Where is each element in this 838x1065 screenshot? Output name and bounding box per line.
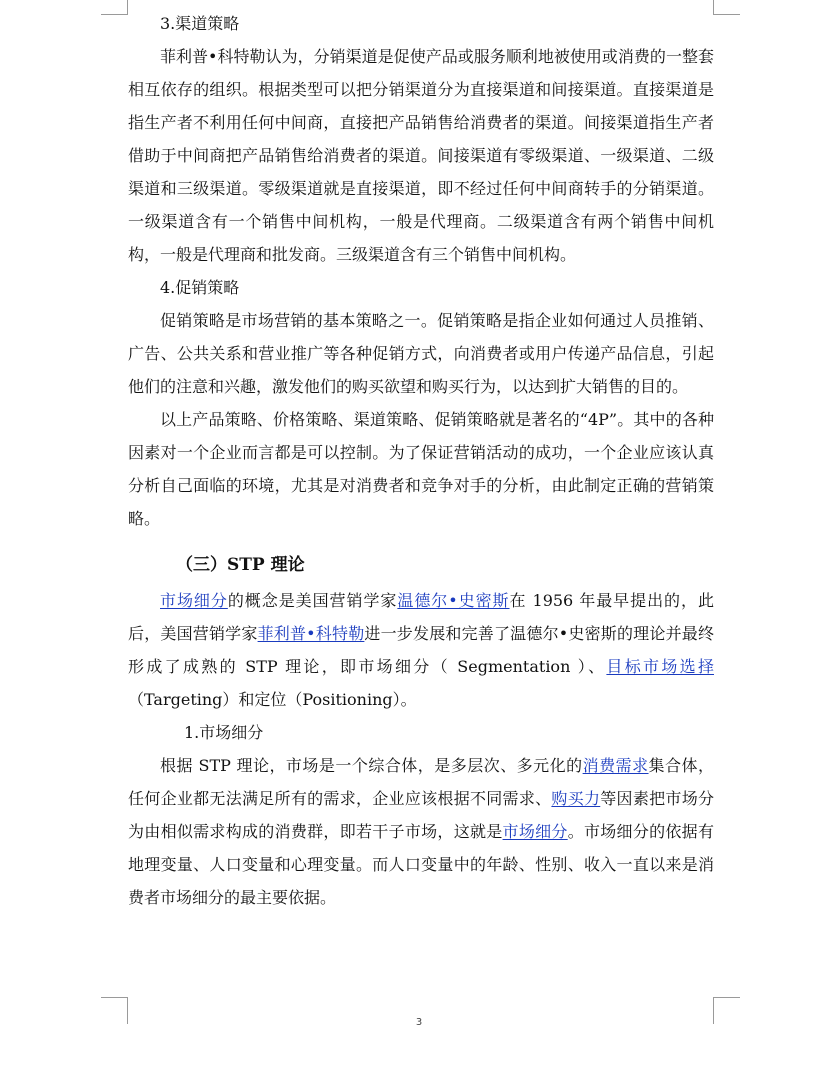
market-segmentation-link-2[interactable]: 市场细分 (502, 822, 568, 841)
seg-text-1: 根据 STP 理论，市场是一个综合体，是多层次、多元化的 (160, 756, 583, 775)
market-segmentation-link[interactable]: 市场细分 (160, 591, 228, 610)
channel-strategy-paragraph: 菲利普•科特勒认为，分销渠道是促使产品或服务顺利地被使用或消费的一整套相互依存的组织。根据类型可以把分销渠道分为直接渠道和间接渠道。直接渠道是指生产者不利用任何中间商，直接把产品销售给消费者的渠道。间接渠道指生产者借助于中间商把产品销售给消费者的渠道。间接渠道有零级渠道、一级渠道、二级渠道和三级渠道。零级渠道就是直接渠道，即不经过任何中间商转手的分销渠道。一级渠道含有一个销售中间机构，一般是代理商。二级渠道含有两个销售中间机构，一般是代理商和批发商。三级渠道含有三个销售中间机构。 (128, 47, 714, 264)
4p-summary-paragraph: 以上产品策略、价格策略、渠道策略、促销策略就是著名的“4P”。其中的各种因素对一个企业而言都是可以控制。为了保证营销活动的成功，一个企业应该认真分析自己面临的环境，尤其是对消费者和竞争对手的分析，由此制定正确的营销策略。 (128, 410, 714, 528)
promotion-strategy-heading: 4.促销策略 (160, 278, 240, 297)
promotion-strategy-paragraph: 促销策略是市场营销的基本策略之一。促销策略是指企业如何通过人员推销、广告、公共关系和营业推广等各种促销方式，向消费者或用户传递产品信息，引起他们的注意和兴趣，激发他们的购买欲望和购买行为，以达到扩大销售的目的。 (128, 311, 714, 396)
document-body (128, 7, 714, 914)
seg-text-2: 集合体，任何企业都无法满足所有的需求，企业应该根据不同需求、 (128, 756, 714, 808)
consumer-demand-link[interactable]: 消费需求 (582, 756, 649, 775)
seg-text-3: 等因素把市场分为由相似需求构成的消费群，即若干子市场，这就是 (128, 789, 714, 841)
stp-text-2: 在 1956 年最早提出的，此后，美国营销学家 (128, 591, 714, 643)
stp-text-3: 进一步发展和完善了温德尔•史密斯的理论并最终形成了成熟的 STP 理论，即市场细分（ Segmentation ）、 (128, 624, 714, 676)
crop-mark-top-right (713, 0, 740, 15)
philip-kotler-link[interactable]: 菲利普•科特勒 (257, 624, 365, 643)
seg-text-4: 。市场细分的依据有地理变量、人口变量和心理变量。而人口变量中的年龄、性别、收入一直以来是消费者市场细分的最主要依据。 (128, 822, 714, 907)
wendell-smith-link[interactable]: 温德尔•史密斯 (397, 591, 510, 610)
channel-strategy-heading: 3.渠道策略 (160, 14, 240, 33)
market-segmentation-paragraph (128, 749, 714, 914)
stp-theory-title: （三）STP 理论 (176, 555, 305, 575)
stp-theory-paragraph (128, 584, 714, 716)
target-market-selection-link[interactable]: 目标市场选择 (606, 657, 714, 676)
market-segmentation-heading: 1.市场细分 (184, 723, 264, 742)
purchasing-power-link[interactable]: 购买力 (551, 789, 601, 808)
crop-mark-top-left (101, 0, 128, 15)
page-number: 3 (415, 1017, 423, 1028)
stp-text-1: 的概念是美国营销学家 (227, 591, 398, 610)
stp-text-4: （Targeting）和定位（Positioning）。 (128, 690, 417, 709)
